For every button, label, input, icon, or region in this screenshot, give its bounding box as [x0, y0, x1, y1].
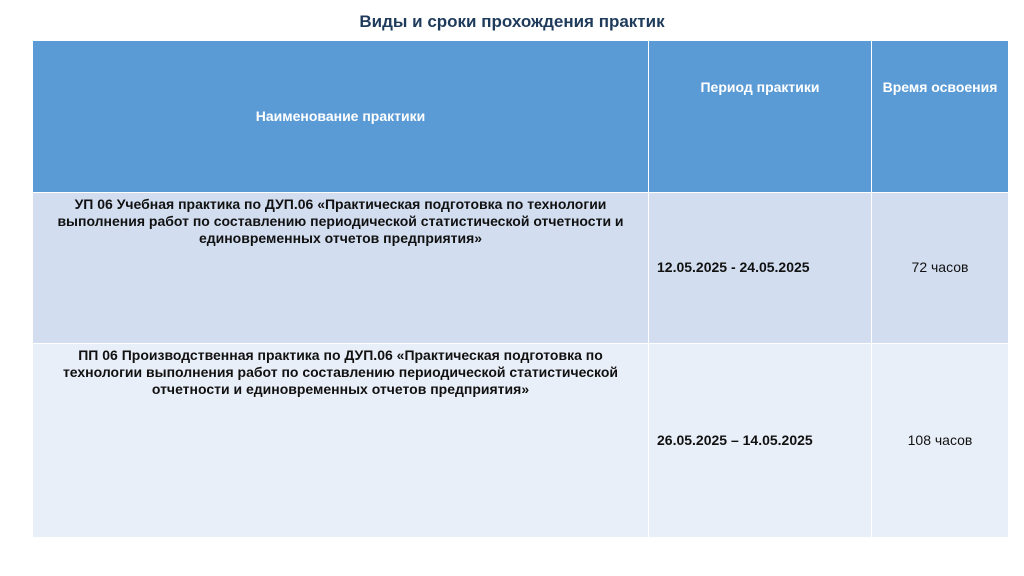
- practice-period-cell: 12.05.2025 - 24.05.2025: [649, 193, 872, 344]
- practice-table: [32, 40, 1009, 538]
- page-title: Виды и сроки прохождения практик: [359, 12, 665, 31]
- practice-time-cell: 108 часов: [872, 344, 1009, 538]
- column-header-name: Наименование практики: [33, 41, 649, 193]
- table-row: [33, 193, 1009, 344]
- table-row: [33, 344, 1009, 538]
- column-header-period: Период практики: [649, 41, 872, 193]
- table-header-row: [33, 41, 1009, 193]
- practice-period-cell: 26.05.2025 – 14.05.2025: [649, 344, 872, 538]
- column-header-time: Время освоения: [872, 41, 1009, 193]
- practice-time-cell: 72 часов: [872, 193, 1009, 344]
- practice-name-cell: УП 06 Учебная практика по ДУП.06 «Практическая подготовка по технологии выполнения работ по составлению периодической статистической отчетности и единовременных отчетов предприятия»: [33, 193, 649, 344]
- practice-name-cell: ПП 06 Производственная практика по ДУП.06 «Практическая подготовка по технологии выполнения работ по составлению периодической статистической отчетности и единовременных отчетов предприятия»: [33, 344, 649, 538]
